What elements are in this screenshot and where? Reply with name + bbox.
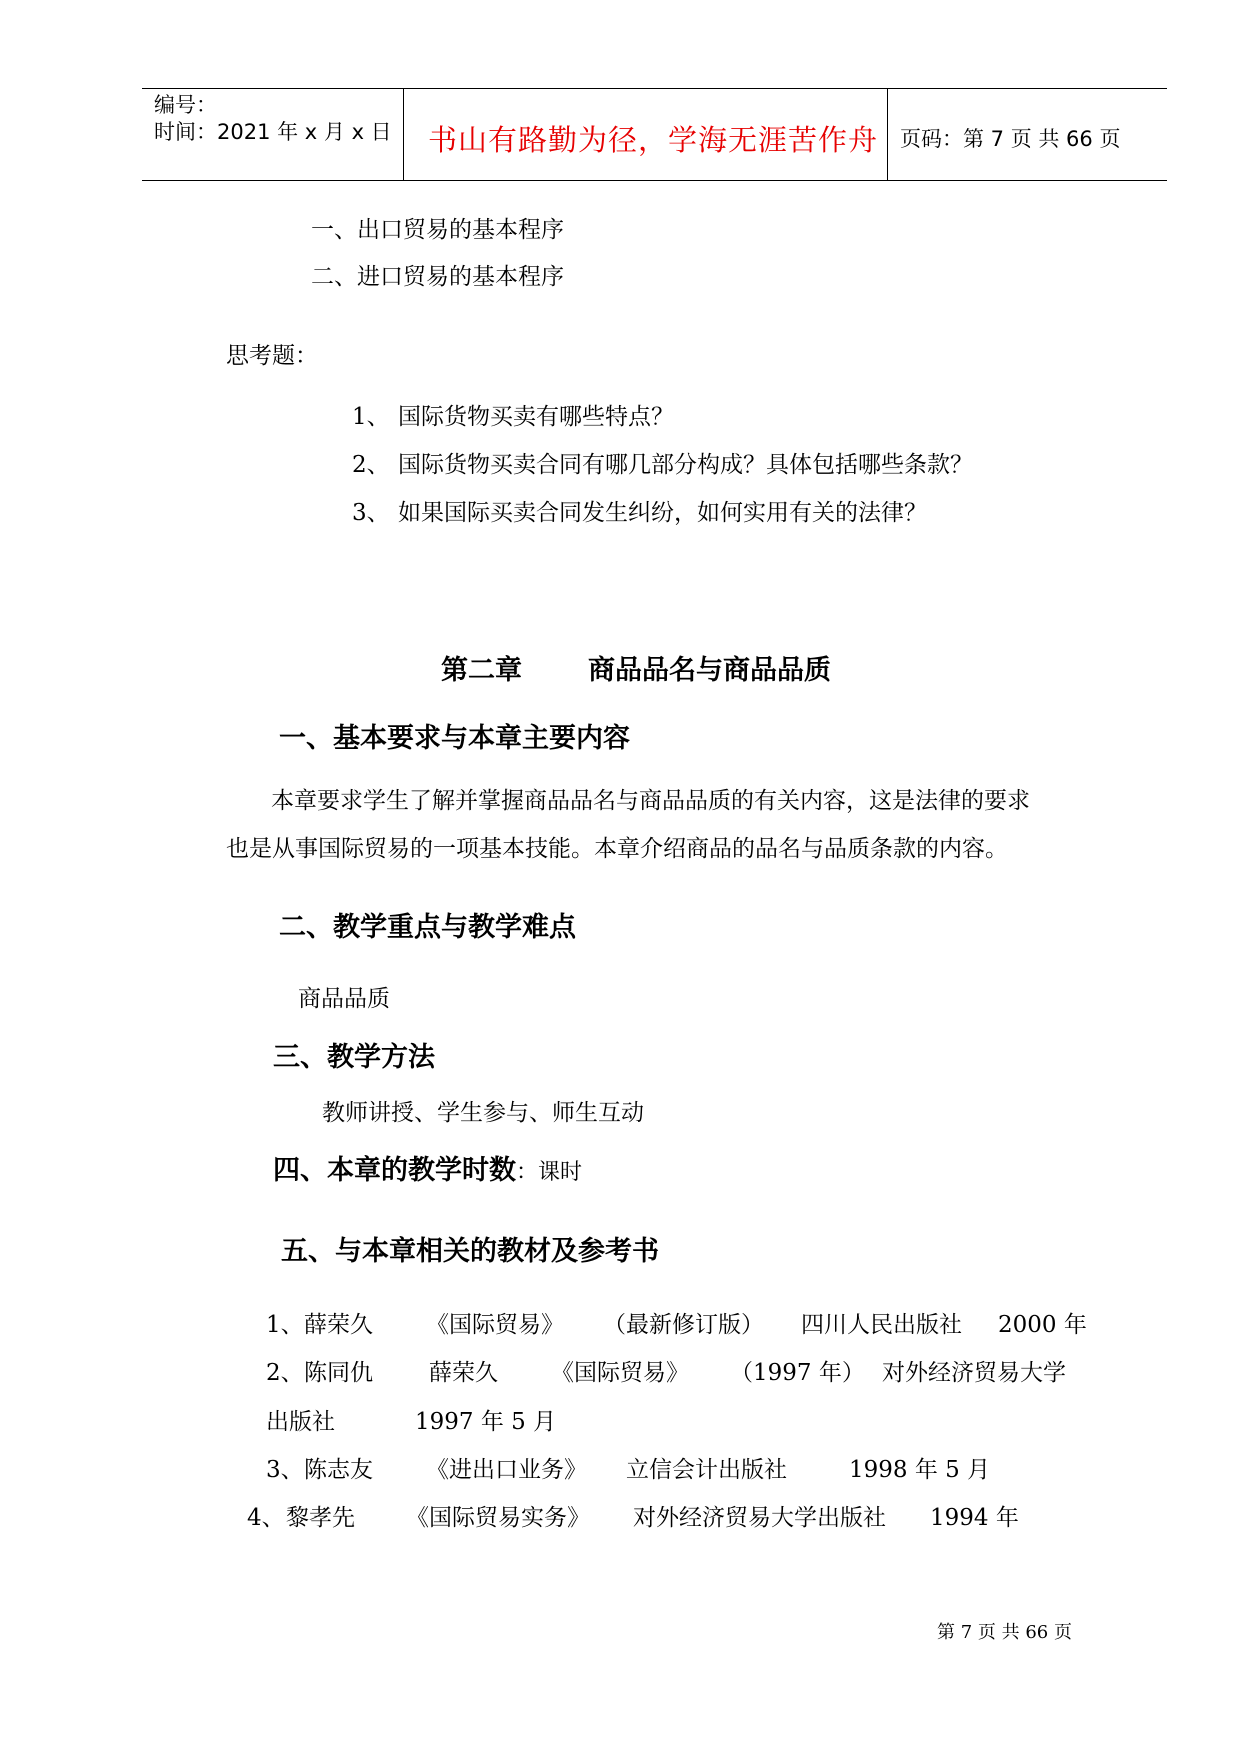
section-heading bbox=[273, 1148, 582, 1187]
reference-title: 《国际贸易》 bbox=[551, 1360, 689, 1386]
reference-title: 《国际贸易》 bbox=[426, 1312, 564, 1338]
question-number: 1、 bbox=[352, 404, 390, 430]
reference-note: （最新修订版） bbox=[603, 1312, 764, 1338]
header-motto: 书山有路勤为径，学海无涯苦作舟 bbox=[428, 123, 879, 157]
reference-publisher: 立信会计出版社 bbox=[626, 1457, 787, 1483]
reference-number: 3、 bbox=[266, 1457, 304, 1483]
section-heading-text: 四、本章的教学时数 bbox=[273, 1155, 516, 1186]
question-text: 国际货物买卖合同有哪几部分构成？具体包括哪些条款？ bbox=[398, 452, 973, 478]
question-number: 3、 bbox=[352, 500, 390, 526]
section-heading: 三、教学方法 bbox=[273, 1042, 435, 1073]
section-text: 教师讲授、学生参与、师生互动 bbox=[322, 1100, 644, 1126]
reference-note: （1997 年） bbox=[730, 1360, 865, 1386]
reference-date: 1998 年 5 月 bbox=[849, 1457, 991, 1483]
procedure-item-import: 二、进口贸易的基本程序 bbox=[311, 264, 564, 290]
reference-publisher: 四川人民出版社 bbox=[801, 1312, 962, 1338]
section-heading: 一、基本要求与本章主要内容 bbox=[279, 723, 630, 754]
question-text: 国际货物买卖有哪些特点？ bbox=[398, 404, 674, 430]
section-heading: 二、教学重点与教学难点 bbox=[279, 912, 576, 943]
reference-date: 1997 年 5 月 bbox=[415, 1409, 557, 1435]
chapter-title: 商品品名与商品品质 bbox=[588, 655, 831, 686]
section-paragraph-line: 本章要求学生了解并掌握商品品名与商品品质的有关内容，这是法律的要求 bbox=[271, 788, 1030, 814]
reference-author: 陈同仇 bbox=[304, 1360, 373, 1386]
reference-date: 2000 年 bbox=[998, 1312, 1087, 1338]
reference-author: 黎孝先 bbox=[286, 1505, 355, 1531]
questions-title: 思考题： bbox=[226, 343, 318, 369]
header-divider-1 bbox=[403, 88, 404, 181]
reference-date: 1994 年 bbox=[930, 1505, 1019, 1531]
reference-publisher-continued: 出版社 bbox=[266, 1409, 335, 1435]
reference-author: 薛荣久 bbox=[429, 1360, 498, 1386]
reference-title: 《进出口业务》 bbox=[426, 1457, 587, 1483]
reference-publisher: 对外经济贸易大学出版社 bbox=[633, 1505, 886, 1531]
document-number-label: 编号： bbox=[154, 93, 217, 117]
header-page-info: 页码：第 7 页 共 66 页 bbox=[900, 127, 1121, 151]
reference-publisher: 对外经济贸易大学 bbox=[882, 1360, 1066, 1386]
header-divider-2 bbox=[887, 88, 888, 181]
header-bottom-border bbox=[142, 180, 1167, 181]
reference-number: 1、 bbox=[266, 1312, 304, 1338]
document-time-label: 时间：2021 年 x 月 x 日 bbox=[154, 120, 392, 144]
reference-number: 2、 bbox=[266, 1360, 304, 1386]
reference-author: 陈志友 bbox=[304, 1457, 373, 1483]
reference-number: 4、 bbox=[247, 1505, 285, 1531]
section-text: 商品品质 bbox=[298, 986, 390, 1012]
reference-author: 薛荣久 bbox=[304, 1312, 373, 1338]
section-heading-suffix: ：课时 bbox=[516, 1160, 583, 1185]
header-top-border bbox=[142, 88, 1167, 89]
section-heading: 五、与本章相关的教材及参考书 bbox=[281, 1236, 659, 1267]
footer-page-number: 第 7 页 共 66 页 bbox=[937, 1622, 1072, 1643]
procedure-item-export: 一、出口贸易的基本程序 bbox=[311, 217, 564, 243]
section-paragraph-line: 也是从事国际贸易的一项基本技能。本章介绍商品的品名与品质条款的内容。 bbox=[226, 836, 1008, 862]
question-text: 如果国际买卖合同发生纠纷，如何实用有关的法律？ bbox=[398, 500, 927, 526]
chapter-label: 第二章 bbox=[441, 655, 522, 686]
question-number: 2、 bbox=[352, 452, 390, 478]
reference-title: 《国际贸易实务》 bbox=[406, 1505, 590, 1531]
